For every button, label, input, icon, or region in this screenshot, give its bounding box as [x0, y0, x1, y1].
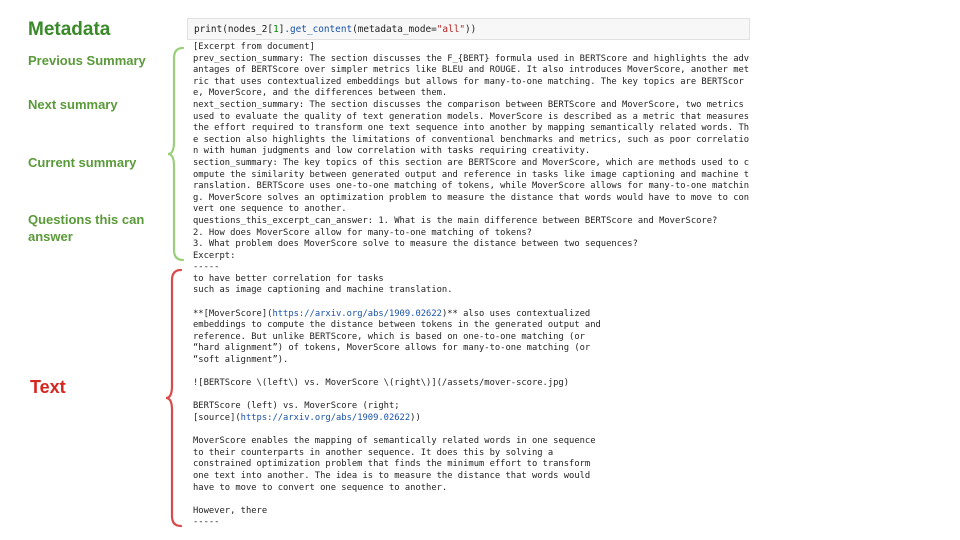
output-line: e section also highlights the limitations of conventional benchmarks and metrics, such as poor correlatio	[193, 134, 750, 145]
code-fn: print	[194, 24, 223, 35]
markdown-text: ))	[410, 413, 421, 423]
output-line: -----	[193, 517, 220, 528]
output-line: section_summary: The key topics of this section are BERTScore and MoverScore, which are methods used to c	[193, 157, 750, 168]
output-line	[193, 309, 590, 319]
output-line: n with human judgments and low correlation with tasks requiring creativity.	[193, 146, 591, 157]
code-var: nodes_2	[227, 24, 268, 35]
output-line: ranslation. BERTScore uses one-to-one matching of tokens, while MoverScore allows for many-to-one matchin	[193, 181, 750, 192]
output-line: g. MoverScore solves an optimization problem to measure the distance that words would have to move to con	[193, 192, 750, 203]
previous-summary-label: Previous Summary	[28, 53, 146, 68]
output-line: MoverScore enables the mapping of semantically related words in one sequence	[193, 436, 596, 447]
output-line: ![BERTScore \(left\) vs. MoverScore \(right\)](/assets/mover-score.jpg)	[193, 378, 570, 389]
code-bracket: ]	[278, 24, 285, 35]
code-paren: (	[222, 24, 228, 35]
code-paren: ))	[465, 24, 477, 35]
output-line: one text into another. The idea is to measure the distance that words would	[193, 470, 591, 481]
code-bracket: [	[267, 24, 274, 35]
source-link[interactable]: https://arxiv.org/abs/1909.02622	[240, 413, 411, 423]
output-line: prev_section_summary: The section discusses the F_{BERT} formula used in BERTScore and highlights the adv	[193, 53, 750, 64]
output-line: constrained optimization problem that finds the minimum effort to transform	[193, 459, 591, 470]
output-line: next_section_summary: The section discusses the comparison between BERTScore and MoverScore, two metrics	[193, 99, 744, 110]
output-line: such as image captioning and machine translation.	[193, 285, 453, 296]
output-line: [Excerpt from document]	[193, 42, 315, 52]
moverscore-link[interactable]: https://arxiv.org/abs/1909.02622	[272, 308, 442, 319]
output-line: reference. But unlike BERTScore, which is based on one-to-one matching (or	[193, 331, 585, 342]
markdown-text: **[MoverScore](	[193, 308, 273, 319]
code-index: 1	[273, 24, 279, 35]
output-line: vert one sequence to another.	[193, 204, 347, 215]
current-summary-label: Current summary	[28, 155, 137, 170]
code-method: .get_content	[284, 24, 353, 35]
output-line: 2. How does MoverScore allow for many-to-one matching of tokens?	[193, 227, 532, 238]
metadata-brace-icon	[166, 46, 186, 262]
code-arg: (metadata_mode=	[352, 24, 437, 35]
output-line: Excerpt:	[193, 250, 236, 261]
text-brace-icon	[164, 268, 184, 528]
output-line: “soft alignment”).	[193, 355, 289, 366]
output-line: to their counterparts in another sequence. It does this by solving a	[193, 447, 554, 458]
next-summary-label: Next summary	[28, 97, 118, 112]
code-line[interactable]	[188, 19, 749, 36]
markdown-text: )** also uses contextualized	[441, 308, 591, 319]
code-string: "all"	[436, 24, 466, 35]
output-line: “hard alignment”) of tokens, MoverScore allows for many-to-one matching (or	[193, 343, 591, 354]
output-line: antages of BERTScore over simpler metrics like BLEU and ROUGE. It also introduces MoverScore, another met	[193, 65, 750, 76]
text-heading: Text	[30, 377, 66, 397]
markdown-text: [source](	[193, 413, 241, 423]
questions-label: Questions this can answer	[28, 212, 145, 244]
output-line: used to evaluate the quality of text generation models. MoverScore is described as a metric that measures	[193, 111, 750, 122]
cell-output	[193, 42, 753, 529]
output-line: However, there	[193, 505, 268, 516]
output-line: e, MoverScore, and the differences between them.	[193, 88, 448, 99]
output-line: 3. What problem does MoverScore solve to measure the distance between two sequences?	[193, 239, 638, 250]
metadata-heading: Metadata	[28, 19, 111, 40]
output-line: embeddings to compute the distance between tokens in the generated output and	[193, 320, 601, 331]
code-cell[interactable]	[187, 18, 750, 40]
output-line: to have better correlation for tasks	[193, 273, 384, 284]
output-line: -----	[193, 262, 220, 273]
output-line: BERTScore (left) vs. MoverScore (right;	[193, 401, 400, 412]
output-line	[193, 413, 421, 423]
output-line: the effort required to transform one text sequence into another by mapping semantically related words. Th	[193, 123, 750, 134]
output-line: ompute the similarity between generated output and reference in tasks like image captioning and machine t	[193, 169, 750, 180]
output-line: have to move to convert one sequence to another.	[193, 482, 448, 493]
output-line: ric that uses contextualized embeddings but allows for many-to-one matching. The key topics are BERTScor	[193, 76, 744, 87]
output-line: questions_this_excerpt_can_answer: 1. What is the main difference between BERTScore and MoverScore?	[193, 215, 718, 226]
